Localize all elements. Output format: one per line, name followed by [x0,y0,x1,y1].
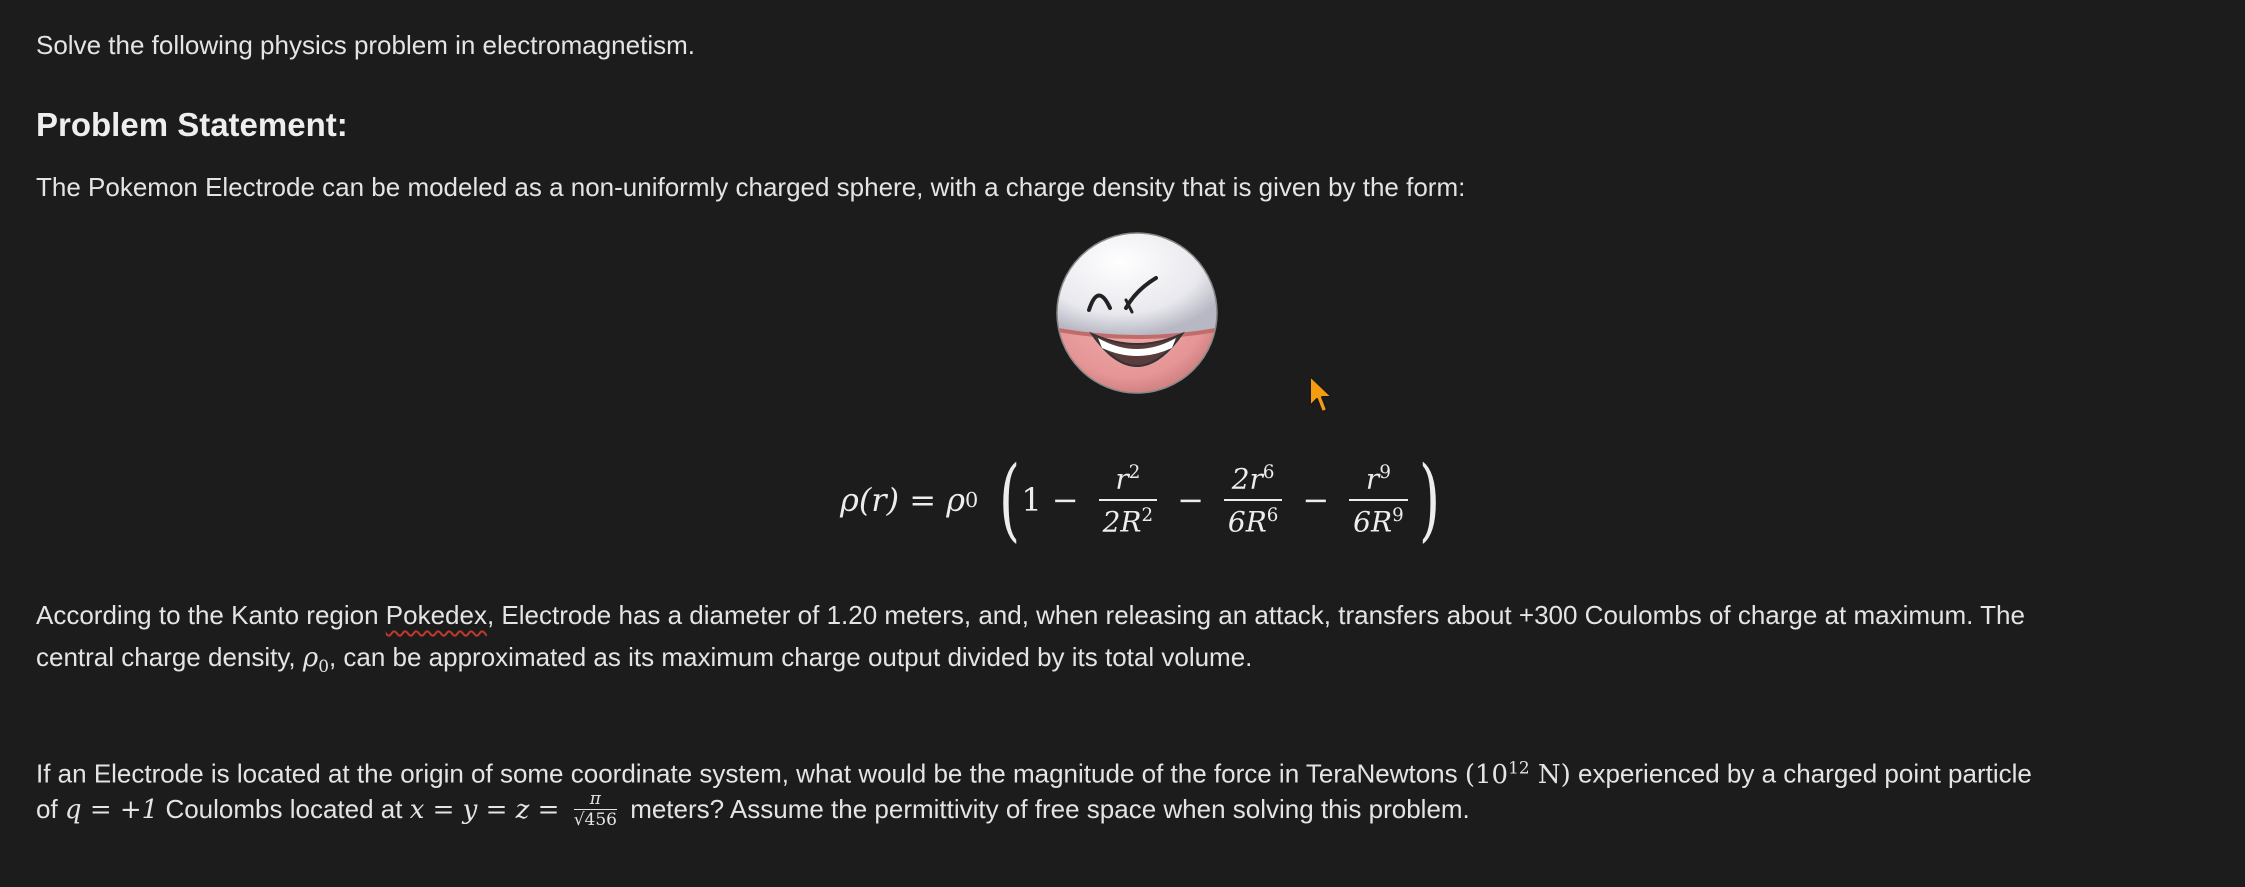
electrode-pokemon-image [1054,230,1220,396]
paragraph-2-line-2: central charge density, $\rho_0$, can be approximated as its maximum charge output divided by its total volume. [36,642,1253,677]
pokedex-misspelled-word[interactable]: Pokedex [385,600,487,630]
position-fraction: $\frac{\pi}{√456}$ [573,788,617,830]
mouse-cursor-icon [1308,374,1336,418]
formula-minus-3: − [1302,481,1330,519]
paragraph-3-line-2: of q = +1 Coulombs located at x = y = z = $\frac{\pi}{√456}$ meters? Assume the permittivity of free space when solving this problem. [36,788,1470,830]
paragraph-3-line-1: If an Electrode is located at the origin of some coordinate system, what would be the magnitude of the force in TeraNewtons ($10^{12}$ N) experienced by a charged point particle [36,757,2032,790]
charge-expression: q = +1 [64,795,159,825]
intro-text: Solve the following physics problem in electromagnetism. [36,30,695,60]
formula-lhs: ρ(r) = ρ [840,481,966,519]
rho-symbol: ρ [302,643,319,673]
paragraph-2-line-1: According to the Kanto region Pokedex, Electrode has a diameter of 1.20 meters, and, when releasing an attack, transfers about +300 Coulombs of charge at maximum. The [36,600,2025,630]
formula-term-1: $\frac{r^2}{2R^2}$ [1099,462,1157,539]
formula-minus-2: − [1177,481,1204,519]
formula-term-2: $\frac{2r^6}{6R^6}$ [1224,462,1282,539]
position-expression: x = y = z = [409,795,568,825]
formula-one: 1 [1021,481,1042,519]
formula-term-3: $\frac{r^9}{6R^9}$ [1349,462,1407,539]
problem-heading: Problem Statement: [36,106,348,143]
formula-lhs-sub: 0 [965,488,979,512]
formula-minus-1: − [1051,481,1079,519]
paragraph-1: The Pokemon Electrode can be modeled as a non-uniformly charged sphere, with a charge density that is given by the form: [36,172,1466,202]
formula-open-paren: ( [999,447,1021,552]
teranewton-units: ($10^{12}$ N) [1464,757,1571,790]
charge-density-formula [840,440,1441,560]
formula-close-paren: ) [1418,447,1440,552]
